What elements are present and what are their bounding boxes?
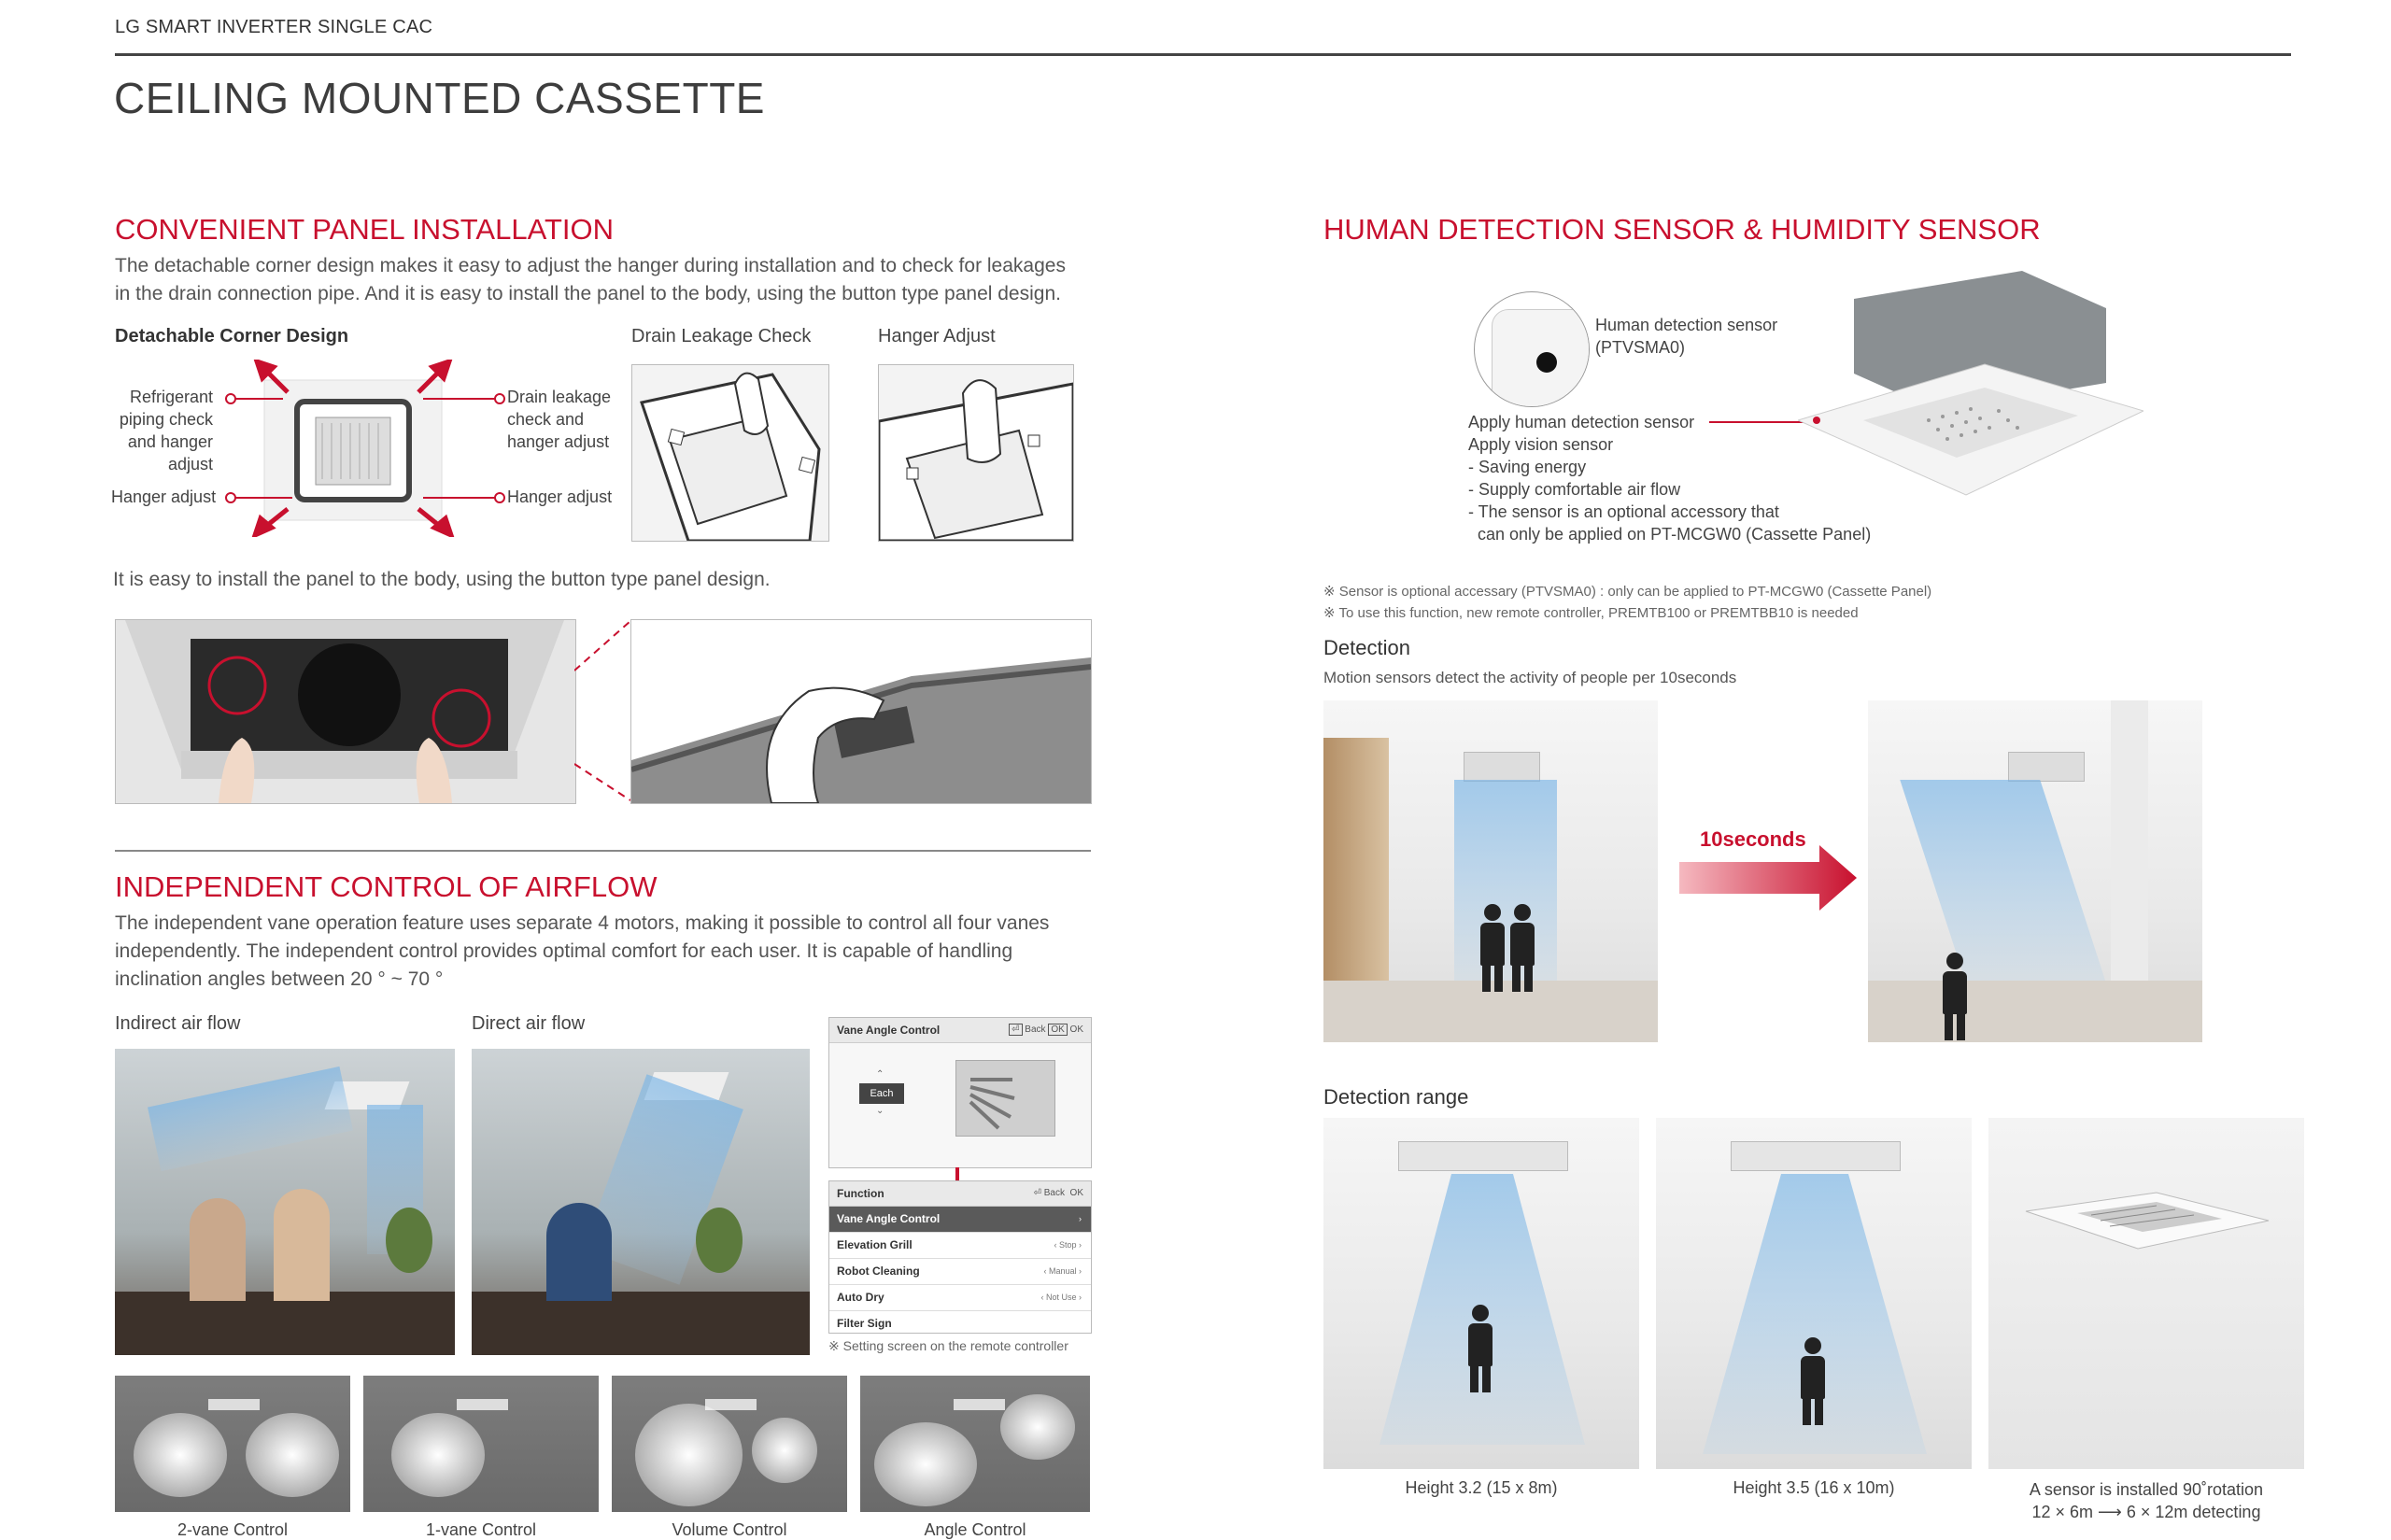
hanger-adjust-label: Hanger Adjust <box>878 326 996 346</box>
callout-hanger-right: Hanger adjust <box>507 487 613 506</box>
person-icon <box>1510 904 1535 992</box>
hanger-adjust-image <box>878 364 1074 542</box>
section-title-panel: CONVENIENT PANEL INSTALLATION <box>115 213 615 246</box>
range-caption-1: Height 3.2 (15 x 8m) <box>1405 1478 1558 1497</box>
remote-vane-screen: Vane Angle Control ⏎ Back OK OK Each ⌃ ⌄ <box>828 1017 1092 1168</box>
sensor-note-1: ※ Sensor is optional accessary (PTVSMA0) : only can be applied to PT-MCGW0 (Cassette Panel) <box>1323 584 1932 600</box>
panel-description: The detachable corner design makes it easy to adjust the hanger during installation and to check for leakages in the drain connection pipe. And it is easy to install the panel to the body, using the button type panel design. <box>115 255 1066 304</box>
sensor-model: (PTVSMA0) <box>1595 338 1686 357</box>
brand-line: LG SMART INVERTER SINGLE CAC <box>115 17 433 37</box>
indirect-airflow-label: Indirect air flow <box>115 1013 241 1034</box>
sensor-closeup <box>1474 291 1590 407</box>
remote-function-screen: Function ⏎ Back OK Vane Angle Control › Elevation Grill ‹ Stop › Robot Cleaning ‹ Manual › Auto Dry ‹ Not Use › Filter Sign <box>828 1180 1092 1334</box>
range-caption-3 <box>1988 1478 2304 1523</box>
remote-down-icon[interactable]: ⌄ <box>876 1106 884 1116</box>
remote-menu-item[interactable]: Elevation Grill ‹ Stop › <box>829 1233 1091 1259</box>
remote-menu-item[interactable]: Vane Angle Control › <box>829 1207 1091 1233</box>
sensor-feature: - The sensor is an optional accessory that <box>1468 502 1779 521</box>
detection-range-title: Detection range <box>1323 1085 1469 1109</box>
section-divider <box>115 850 1091 852</box>
range-caption-3-line-1: A sensor is installed 90˚rotation <box>2029 1480 2264 1499</box>
detection-description: Motion sensors detect the activity of people per 10seconds <box>1323 669 1737 686</box>
direct-airflow-label: Direct air flow <box>472 1013 586 1034</box>
detection-title: Detection <box>1323 636 1410 659</box>
remote-ok-label[interactable]: OK <box>1069 1024 1083 1035</box>
section-title-sensor: HUMAN DETECTION SENSOR & HUMIDITY SENSOR <box>1323 213 2041 246</box>
range-caption-3-line-2: 12 × 6m ⟶ 6 × 12m detecting <box>2031 1503 2261 1521</box>
sensor-feature: Apply human detection sensor <box>1468 413 1695 431</box>
airflow-description: The independent vane operation feature uses separate 4 motors, making it possible to control all four vanes independently. The independent control provides optimal comfort for each user. It is capable of handling inclination angles between 20 ° ~ 70 ° <box>115 912 1050 990</box>
remote-vane-title: Vane Angle Control <box>837 1024 941 1037</box>
drain-leakage-image <box>631 364 829 542</box>
range-photo-3 <box>1988 1118 2304 1469</box>
vane-mode-image <box>860 1376 1090 1512</box>
remote-menu-item[interactable]: Auto Dry ‹ Not Use › <box>829 1285 1091 1311</box>
person-icon <box>1468 1305 1493 1392</box>
sensor-pointer-line <box>1709 421 1812 423</box>
button-detail-image <box>630 619 1092 804</box>
interval-arrow-icon <box>1679 845 1857 911</box>
range-photo-2 <box>1656 1118 1972 1469</box>
panel-body-image <box>115 619 576 804</box>
sensor-feature: Apply vision sensor <box>1468 435 1614 454</box>
detection-photo-after <box>1868 700 2202 1042</box>
person-icon <box>1801 1337 1825 1425</box>
section-title-airflow: INDEPENDENT CONTROL OF AIRFLOW <box>115 870 658 903</box>
range-caption-2: Height 3.5 (16 x 10m) <box>1733 1478 1895 1497</box>
remote-each-button[interactable]: Each <box>859 1083 904 1104</box>
remote-note: ※ Setting screen on the remote controller <box>828 1338 1068 1353</box>
cassette-unit-image <box>1798 271 2143 504</box>
drain-check-label: Drain Leakage Check <box>631 326 812 346</box>
interval-label: 10seconds <box>1700 827 1806 851</box>
remote-up-icon[interactable]: ⌃ <box>876 1069 884 1080</box>
direct-airflow-photo <box>472 1049 810 1355</box>
button-type-note: It is easy to install the panel to the body, using the button type panel design. <box>113 569 771 590</box>
indirect-airflow-photo <box>115 1049 455 1355</box>
vane-mode-image <box>612 1376 847 1512</box>
header-rule <box>115 53 2291 56</box>
vane-mode-caption: 2-vane Control <box>177 1520 289 1539</box>
sensor-feature: - Supply comfortable air flow <box>1468 480 1681 499</box>
detection-photo-before <box>1323 700 1658 1042</box>
range-photo-1 <box>1323 1118 1639 1469</box>
vane-mode-caption: Volume Control <box>672 1520 787 1539</box>
corner-design-label: Detachable Corner Design <box>115 326 349 346</box>
sensor-label: Human detection sensor <box>1595 316 1778 334</box>
callout-drain: Drain leakage check and hanger adjust <box>507 388 612 451</box>
vane-mode-caption: 1-vane Control <box>425 1520 537 1539</box>
remote-menu-item[interactable]: Robot Cleaning ‹ Manual › <box>829 1259 1091 1285</box>
page-title: CEILING MOUNTED CASSETTE <box>114 74 765 122</box>
remote-menu-item[interactable]: Filter Sign <box>829 1311 1091 1334</box>
sensor-note-2: ※ To use this function, new remote controller, PREMTB100 or PREMTBB10 is needed <box>1323 605 1859 621</box>
callout-refrigerant: Refrigerant piping check and hanger adjust <box>119 388 213 473</box>
remote-function-title: Function <box>837 1187 884 1200</box>
vane-mode-image <box>115 1376 350 1512</box>
person-icon <box>1943 953 1967 1040</box>
vane-mode-caption: Angle Control <box>924 1520 1026 1539</box>
zoom-connector <box>574 619 630 802</box>
sensor-feature: - Saving energy <box>1468 458 1587 476</box>
person-icon <box>1480 904 1505 992</box>
callout-hanger-left: Hanger adjust <box>111 487 217 506</box>
remote-back-label[interactable]: Back <box>1025 1024 1046 1035</box>
vane-mode-image <box>363 1376 599 1512</box>
sensor-feature: can only be applied on PT-MCGW0 (Cassette Panel) <box>1468 525 1872 544</box>
vane-angle-icon <box>955 1060 1055 1137</box>
